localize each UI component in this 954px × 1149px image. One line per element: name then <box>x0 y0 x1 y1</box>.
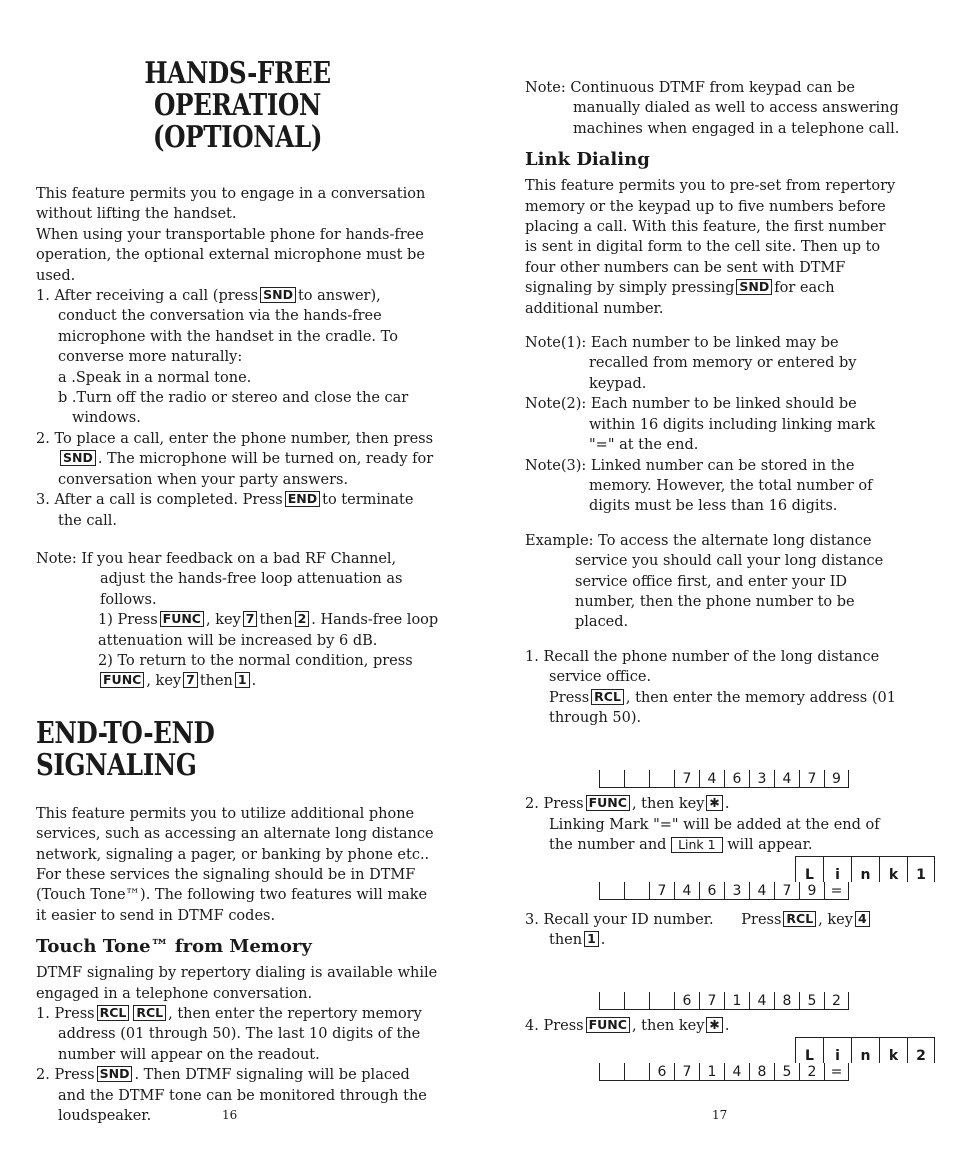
feedback-note: Note: If you hear feedback on a bad RF Channel, adjust the hands-free loop attenuation as follows. <box>36 550 403 608</box>
readout-cell: 1 <box>724 992 749 1009</box>
hands-free-step-3: 3. After a call is completed. Press END to terminate the call. <box>36 491 414 529</box>
link-note-2: Note(2): Each number to be linked should be within 16 digits including linking mark "=" at the end. <box>525 396 876 454</box>
readout-cell: n <box>851 1038 879 1063</box>
readout-cell: 7 <box>674 770 699 787</box>
key-4: 4 <box>855 911 870 927</box>
snd-key: SND <box>60 450 96 466</box>
snd-key: SND <box>260 287 296 303</box>
readout-cell: 3 <box>749 770 774 787</box>
readout-cell: 1 <box>907 857 935 882</box>
readout-cell: 7 <box>649 882 674 899</box>
end-to-end-intro: This feature permits you to utilize additional phone services, such as accessing an alternate long distance network, signaling a pager, or banking by phone etc.. For these services the signaling should be in DTMF (Touch Tone™). The following two features will make it easier to send in DTMF codes. <box>36 805 434 924</box>
readout-cell: 3 <box>724 882 749 899</box>
readout-2-digits <box>599 882 849 900</box>
readout-cell: k <box>879 1038 907 1063</box>
link-dialing-heading: Link Dialing <box>525 149 650 171</box>
func-key: FUNC <box>586 795 630 811</box>
readout-cell <box>599 1063 624 1080</box>
readout-cell: 4 <box>699 770 724 787</box>
readout-cell: 5 <box>774 1063 799 1080</box>
hands-free-title-line2: (OPTIONAL) <box>152 120 323 155</box>
readout-cell: 8 <box>774 992 799 1009</box>
readout-cell <box>599 992 624 1009</box>
readout-cell: 1 <box>699 1063 724 1080</box>
readout-display-2 <box>599 856 935 900</box>
readout-cell: 6 <box>674 992 699 1009</box>
readout-cell: 9 <box>799 882 824 899</box>
hands-free-title-line1: HANDS-FREE OPERATION <box>144 56 331 123</box>
rcl-key: RCL <box>97 1005 130 1021</box>
key-7: 7 <box>243 611 258 627</box>
link-step-3: 3. Recall your ID number. Press RCL , key 4 then 1 . <box>525 910 902 951</box>
readout-cell <box>649 770 674 787</box>
readout-cell: L <box>795 1038 823 1063</box>
link-step-2: 2. Press FUNC , then key ✱ . <box>525 795 730 813</box>
link-example: Example: To access the alternate long distance service you should call your long distance service office first, and enter your ID number, then the phone number to be placed. <box>525 532 884 631</box>
touch-tone-intro: DTMF signaling by repertory dialing is available while engaged in a telephone conversation. <box>36 965 438 1002</box>
page-17 <box>477 0 954 1149</box>
key-1: 1 <box>235 672 250 688</box>
readout-cell: 8 <box>749 1063 774 1080</box>
end-key: END <box>285 491 320 507</box>
readout-cell: 6 <box>699 882 724 899</box>
feedback-note-item-2: 2) To return to the normal condition, pressFUNC , key 7 then 1 . <box>98 652 413 690</box>
link-1-label: Link 1 <box>671 837 723 853</box>
readout-4-top-row <box>795 1037 935 1064</box>
readout-cell: 4 <box>674 882 699 899</box>
snd-key: SND <box>736 279 772 295</box>
step1-sub-a: a .Speak in a normal tone. <box>58 369 252 386</box>
feedback-note-item-1: 1) Press FUNC , key 7 then 2 . Hands-free loop attenuation will be increased by 6 dB. <box>98 611 439 649</box>
readout-cell: 6 <box>649 1063 674 1080</box>
touch-tone-step-2: 2. Press SND . Then DTMF signaling will be placed and the DTMF tone can be monitored through the loudspeaker. <box>36 1066 427 1125</box>
readout-cell <box>624 1063 649 1080</box>
key-7: 7 <box>183 672 198 688</box>
readout-cell: k <box>879 857 907 882</box>
readout-cell: 4 <box>774 770 799 787</box>
touch-tone-heading: Touch Tone™ from Memory <box>36 936 312 958</box>
readout-3-digits <box>599 992 849 1010</box>
link-dialing-intro: This feature permits you to pre-set from repertory memory or the keypad up to five numbers before placing a call. With this feature, the first number is sent in digital form to the cell site. Then up to four other numbers can be sent with DTMF signaling by simply pressing SND for each additional number. <box>525 178 896 317</box>
readout-cell <box>599 770 624 787</box>
link-note-1: Note(1): Each number to be linked may be recalled from memory or entered by keypad. <box>525 335 857 392</box>
hands-free-intro-1: This feature permits you to engage in a conversation without lifting the handset. <box>36 186 426 223</box>
rcl-key: RCL <box>591 689 624 705</box>
link-step-2-detail: Linking Mark "=" will be added at the end of the number and Link 1 will appear. <box>549 816 880 854</box>
readout-display-4 <box>599 1037 935 1081</box>
star-key: ✱ <box>706 795 722 811</box>
readout-display-1 <box>599 728 935 788</box>
end-to-end-title: END-TO-END SIGNALING <box>36 715 215 783</box>
readout-cell: i <box>823 1038 851 1063</box>
rcl-key: RCL <box>133 1005 166 1021</box>
snd-key: SND <box>97 1066 133 1082</box>
hands-free-step-1: 1. After receiving a call (press SND to answer), conduct the conversation via the hands-free microphone with the handset in the cradle. To converse more naturally: <box>36 287 398 366</box>
page-number-17: 17 <box>712 1108 728 1122</box>
func-key: FUNC <box>160 611 204 627</box>
func-key: FUNC <box>586 1017 630 1033</box>
readout-cell <box>599 882 624 899</box>
rcl-key: RCL <box>783 911 816 927</box>
readout-cell: n <box>851 857 879 882</box>
readout-display-3 <box>599 950 935 1010</box>
readout-4-digits <box>599 1063 849 1081</box>
readout-cell: = <box>824 882 849 899</box>
readout-cell <box>624 882 649 899</box>
hands-free-step-2: 2. To place a call, enter the phone number, then pressSND . The microphone will be turned on, ready for conversation when your party answers. <box>36 430 434 488</box>
readout-cell: 5 <box>799 992 824 1009</box>
readout-cell: 2 <box>907 1038 935 1063</box>
link-step-1-press: Press RCL , then enter the memory address (01 through 50). <box>549 688 896 726</box>
readout-cell: 7 <box>774 882 799 899</box>
readout-1-digits <box>599 770 849 788</box>
step1-sub-b: b .Turn off the radio or stereo and close the car windows. <box>58 390 409 427</box>
continuous-dtmf-note: Note: Continuous DTMF from keypad can be manually dialed as well to access answering machines when engaged in a telephone call. <box>525 80 900 137</box>
link-note-3: Note(3): Linked number can be stored in the memory. However, the total number of digits must be less than 16 digits. <box>525 457 873 515</box>
readout-cell <box>624 992 649 1009</box>
readout-cell: 4 <box>749 882 774 899</box>
readout-cell: 4 <box>724 1063 749 1080</box>
readout-cell: = <box>824 1063 849 1080</box>
readout-cell: 7 <box>799 770 824 787</box>
touch-tone-step-1: 1. Press RCL RCL , then enter the repertory memory address (01 through 50). The last 10 digits of the number will appear on the readout. <box>36 1005 422 1063</box>
readout-cell: 9 <box>824 770 849 787</box>
readout-cell: 2 <box>824 992 849 1009</box>
readout-cell: 7 <box>699 992 724 1009</box>
readout-cell: 7 <box>674 1063 699 1080</box>
readout-cell <box>624 770 649 787</box>
readout-cell <box>649 992 674 1009</box>
readout-2-top-row <box>795 856 935 883</box>
readout-cell: 6 <box>724 770 749 787</box>
key-1: 1 <box>584 931 599 947</box>
readout-cell: L <box>795 857 823 882</box>
key-2: 2 <box>295 611 310 627</box>
readout-cell: 4 <box>749 992 774 1009</box>
func-key: FUNC <box>100 672 144 688</box>
hands-free-intro-2: When using your transportable phone for hands-free operation, the optional external microphone must be used. <box>36 226 425 284</box>
link-step-1: 1. Recall the phone number of the long distance service office. <box>525 648 880 686</box>
page-number-16: 16 <box>222 1108 238 1122</box>
star-key: ✱ <box>706 1017 722 1033</box>
readout-cell: 2 <box>799 1063 824 1080</box>
link-step-4: 4. Press FUNC , then key ✱ . <box>525 1017 730 1035</box>
readout-cell: i <box>823 857 851 882</box>
